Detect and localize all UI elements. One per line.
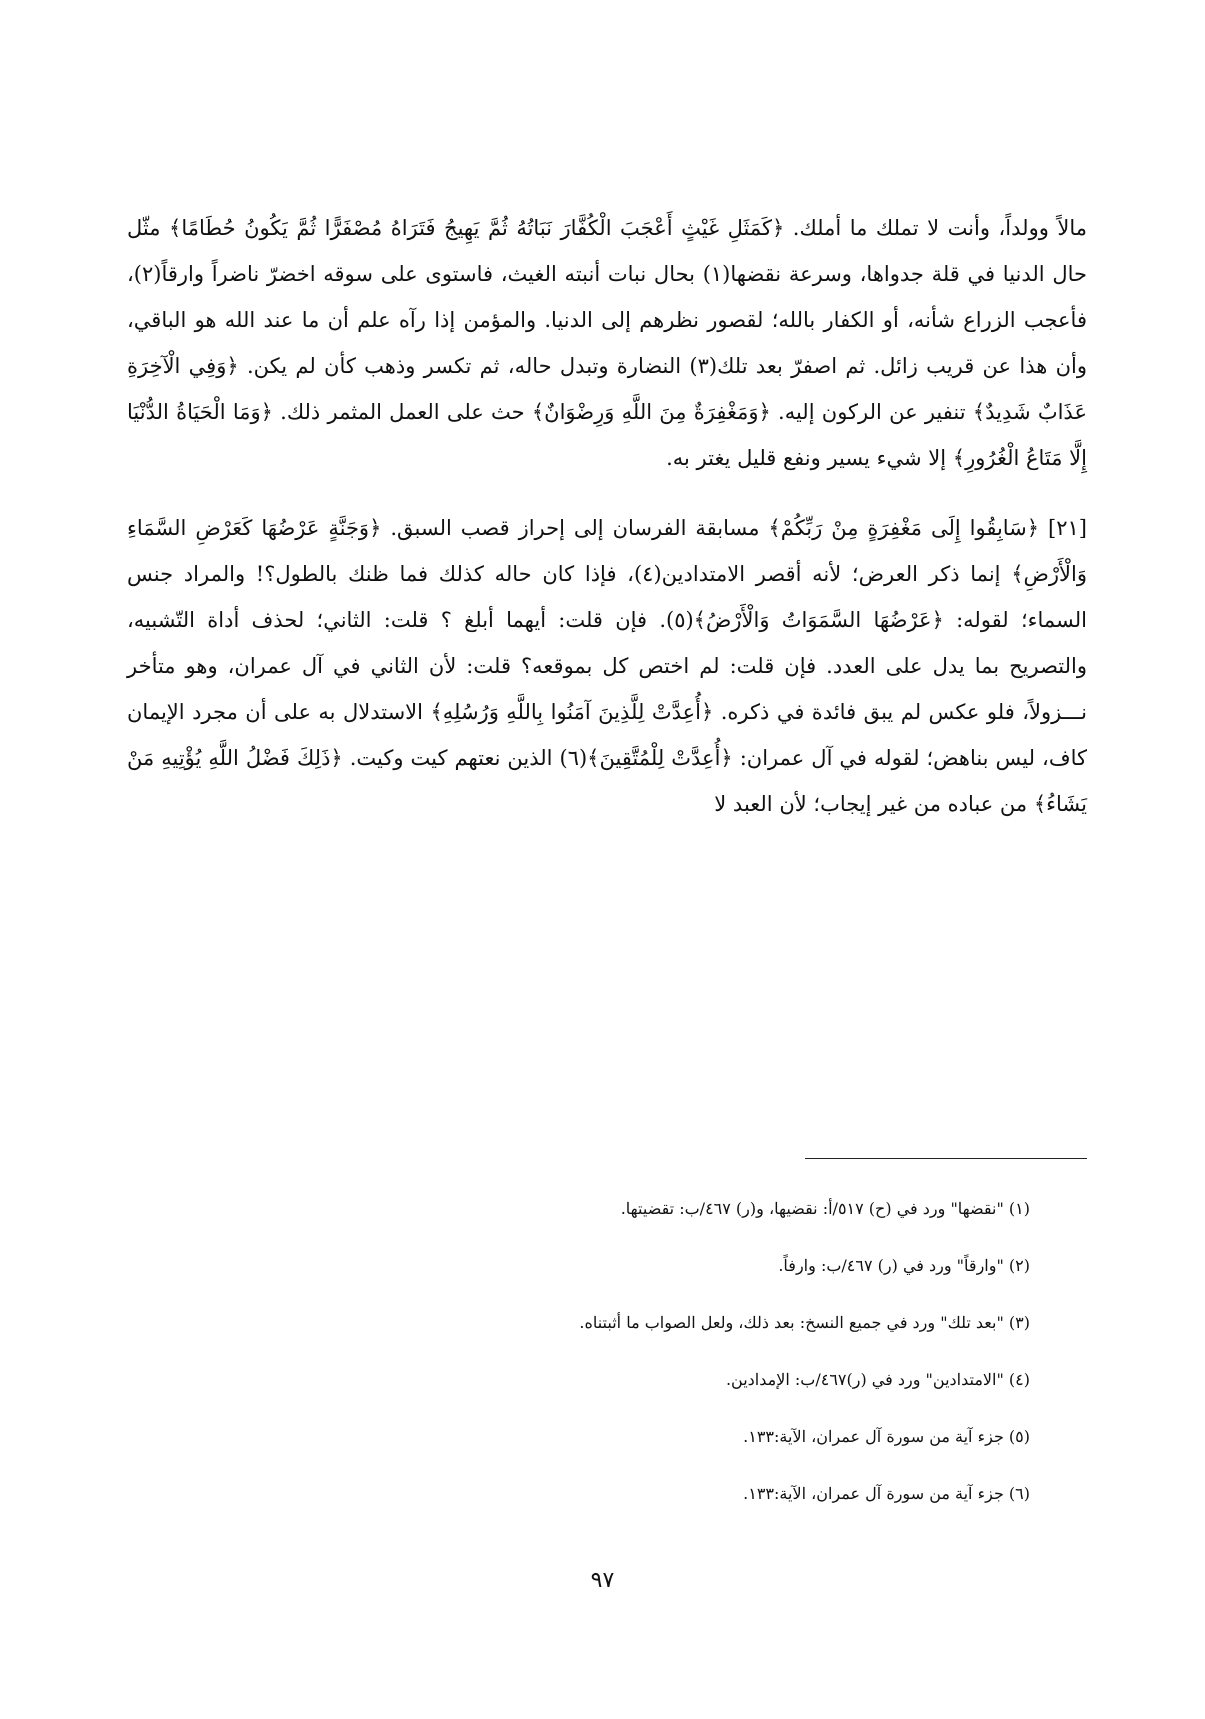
footnote-6: (٦) جزء آية من سورة آل عمران، الآية:١٣٣. (743, 1484, 1030, 1503)
footnotes (170, 1180, 1030, 1522)
footnote-separator (805, 1158, 1087, 1159)
footnote-5: (٥) جزء آية من سورة آل عمران، الآية:١٣٣. (743, 1427, 1030, 1446)
footnote-1: (١) "نقضها" ورد في (ح) ٥١٧/أ: نقضيها، و(ر) ٤٦٧/ب: تقضيتها. (620, 1199, 1030, 1218)
paragraph-2: [٢١] ﴿سَابِقُوا إِلَى مَغْفِرَةٍ مِنْ رَبِّكُمْ﴾ مسابقة الفرسان إلى إحراز قصب السبق. ﴿وَجَنَّةٍ عَرْضُهَا كَعَرْضِ السَّمَاءِ وَالْأَرْضِ﴾ إنما ذكر العرض؛ لأنه أقصر الامتدادين(٤)، فإذا كان حاله كذلك فما ظنك بالطول؟! والمراد جنس السماء؛ لقوله: ﴿عَرْضُهَا السَّمَوَاتُ وَالْأَرْضُ﴾(٥). فإن قلت: أيهما أبلغ ؟ قلت: الثاني؛ لحذف أداة التّشبيه، والتصريح بما يدل على العدد. فإن قلت: لم اختص كل بموقعه؟ قلت: لأن الثاني في آل عمران، وهو متأخر نـــزولاً، فلو عكس لم يبق فائدة في ذكره. ﴿أُعِدَّتْ لِلَّذِينَ آمَنُوا بِاللَّهِ وَرُسُلِهِ﴾ الاستدلال به على أن مجرد الإيمان كاف، ليس بناهض؛ لقوله في آل عمران: ﴿أُعِدَّتْ لِلْمُتَّقِينَ﴾(٦) الذين نعتهم كيت وكيت. ﴿ذَلِكَ فَضْلُ اللَّهِ يُؤْتِيهِ مَنْ يَشَاءُ﴾ من عباده من غير إيجاب؛ لأن العبد لا (127, 516, 1088, 816)
footnote-4: (٤) "الامتدادين" ورد في (ر)٤٦٧/ب: الإمدادين. (725, 1370, 1030, 1389)
page-number: ٩٧ (590, 1568, 615, 1593)
footnote-2: (٢) "وارقاً" ورد في (ر) ٤٦٧/ب: وارفاً. (778, 1256, 1030, 1275)
paragraph-1: مالاً وولداً، وأنت لا تملك ما أملك. ﴿كَمَثَلِ غَيْثٍ أَعْجَبَ الْكُفَّارَ نَبَاتُهُ ثُمَّ يَهِيجُ فَتَرَاهُ مُصْفَرًّا ثُمَّ يَكُونُ حُطَامًا﴾ مثّل حال الدنيا في قلة جدواها، وسرعة نقضها(١) بحال نبات أنبته الغيث، فاستوى على سوقه اخضرّ ناضراً وارقاً(٢)، فأعجب الزراع شأنه، أو الكفار بالله؛ لقصور نظرهم إلى الدنيا. والمؤمن إذا رآه علم أن ما عند الله هو الباقي، وأن هذا عن قريب زائل. ثم اصفرّ بعد تلك(٣) النضارة وتبدل حاله، ثم تكسر وذهب كأن لم يكن. ﴿وَفِي الْآخِرَةِ عَذَابٌ شَدِيدٌ﴾ تنفير عن الركون إليه. ﴿وَمَغْفِرَةٌ مِنَ اللَّهِ وَرِضْوَانٌ﴾ حث على العمل المثمر ذلك. ﴿وَمَا الْحَيَاةُ الدُّنْيَا إِلَّا مَتَاعُ الْغُرُورِ﴾ إلا شيء يسير ونفع قليل يغتر به. (127, 216, 1087, 470)
footnote-3: (٣) "بعد تلك" ورد في جميع النسخ: بعد ذلك، ولعل الصواب ما أثبتناه. (579, 1313, 1030, 1332)
main-text (127, 205, 1087, 827)
